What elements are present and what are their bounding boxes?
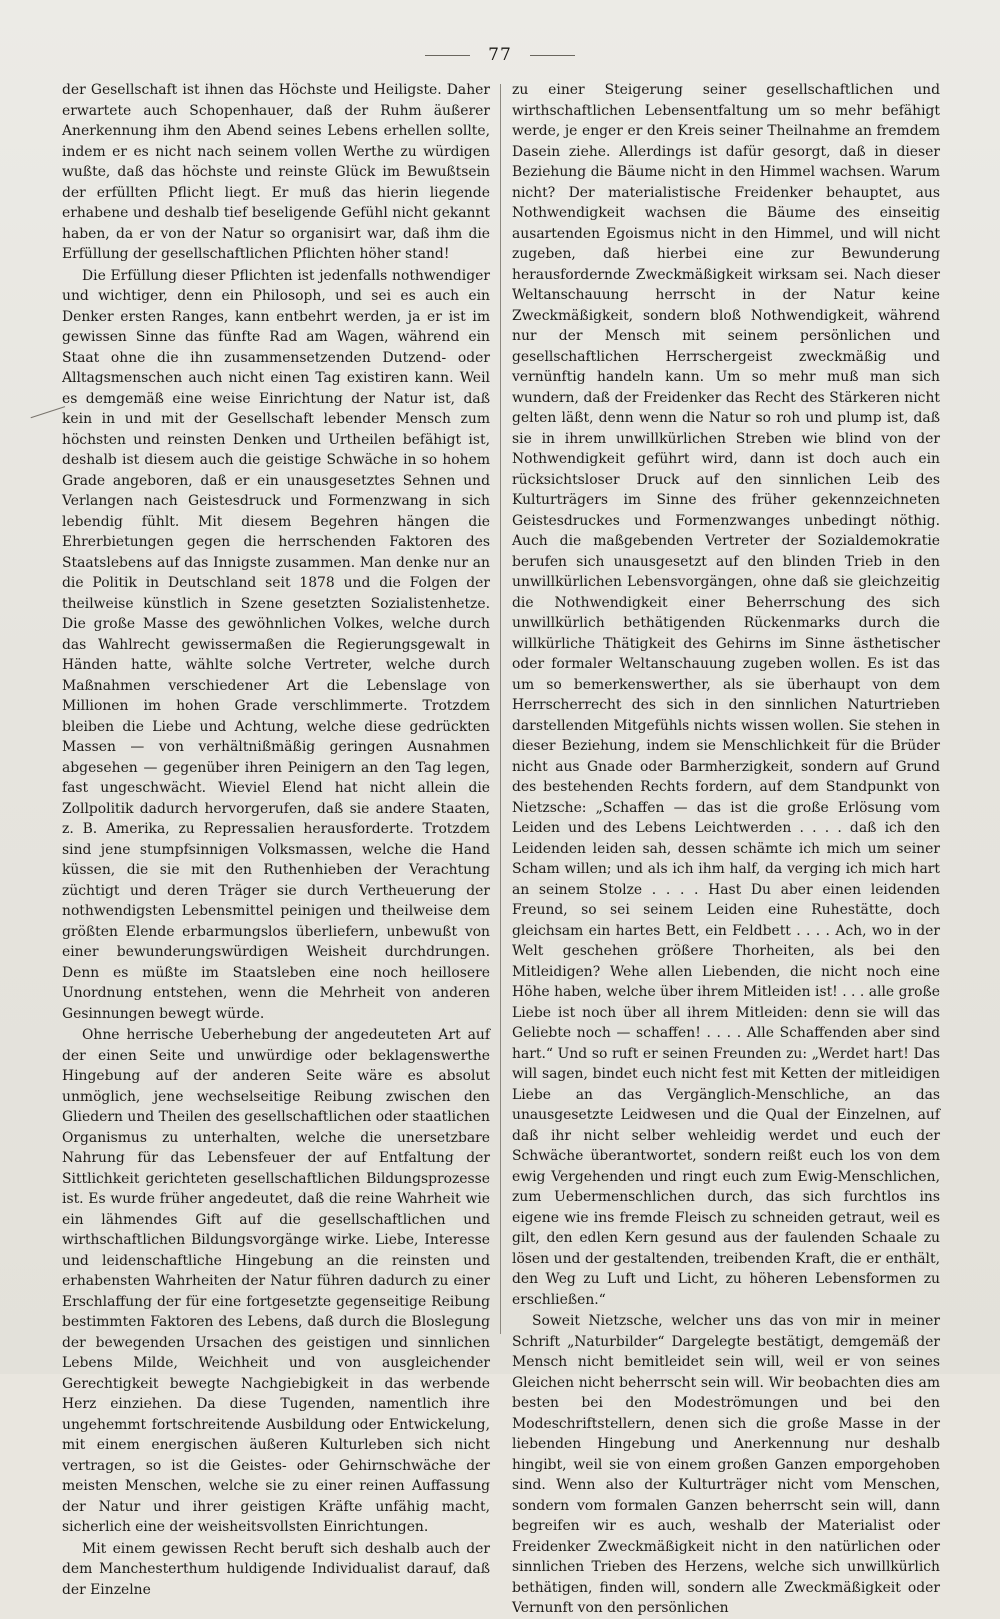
right-column: [512, 80, 940, 1616]
page-header: [0, 40, 1000, 70]
column-divider: [500, 84, 501, 1334]
header-rule-right: [530, 55, 575, 56]
left-paragraph: Ohne herrische Ueberhebung der angedeuteten Art auf der einen Seite und unwürdige oder beklagenswerthe Hingebung auf der anderen Seite wäre es absolut unmöglich, jene wechselseitige Reibung zwischen den Gliedern und Theilen des gesellschaftlichen oder staatlichen Organismus zu unterhalten, welche die unersetzbare Nahrung für das Lebensfeuer der auf Entfaltung der Sittlichkeit gerichteten gesellschaftlichen Bildungsprozesse ist. Es wurde früher angedeutet, daß die reine Wahrheit wie ein lähmendes Gift auf die gesellschaftlichen und wirthschaftlichen Bildungsvorgänge wirke. Liebe, Interesse und leidenschaftliche Hingebung an die reinsten und erhabensten Wahrheiten der Natur führen dadurch zu einer Erschlaffung der für eine fortgesetzte gegenseitige Reibung bestimmten Faktoren des Lebens, daß durch die Bloslegung der bewegenden Ursachen des geistigen und sinnlichen Lebens Milde, Weichheit und von ausgleichender Gerechtigkeit bewegte Nachgiebigkeit in das werbende Herz einziehen. Da diese Tugenden, namentlich ihre ungehemmt fortschreitende Ausbildung oder Entwickelung, mit einem energischen äußeren Kulturleben sich nicht vertragen, so ist die Geistes- oder Gehirnschwäche der meisten Menschen, welche sie zu einer reinen Auffassung der Natur und ihrer geistigen Kräfte unfähig macht, sicherlich eine der weisheitsvollsten Einrichtungen.: [62, 1027, 490, 1535]
left-column: [62, 80, 490, 1598]
left-paragraph: der Gesellschaft ist ihnen das Höchste und Heiligste. Daher erwartete auch Schopenhauer, daß der Ruhm äußerer Anerkennung ihm den Abend seines Lebens erhellen sollte, indem er es nicht nach seinem vollen Werthe zu würdigen wußte, daß das höchste und reinste Glück im Bewußtsein der erfüllten Pflicht liegt. Er muß das hierin liegende erhabene und deshalb tief beseligende Gefühl nicht gekannt haben, da er von der Natur so organisirt war, daß ihm die Erfüllung der gesellschaftlichen Pflichten höher stand!: [62, 82, 490, 262]
left-paragraph: Die Erfüllung dieser Pflichten ist jedenfalls nothwendiger und wichtiger, denn ein Philosoph, und sei es auch ein Denker ersten Ranges, kann entbehrt werden, ja er ist im gewissen Sinne das fünfte Rad am Wagen, während ein Staat ohne die ihn zusammensetzenden Dutzend- oder Alltagsmenschen auch nicht einen Tag existiren kann. Weil es demgemäß eine weise Einrichtung der Natur ist, daß kein in und mit der Gesellschaft lebender Mensch zum höchsten und reinsten Denken und Urtheilen befähigt ist, deshalb ist diesem auch die geistige Schwäche in so hohem Grade angeboren, daß er ein unausgesetztes Sehnen und Verlangen nach Geistesdruck und Formenzwang in sich lebendig fühlt. Mit diesem Begehren hängen die Ehrerbietungen gegen die herrschenden Faktoren des Staatslebens auf das Innigste zusammen. Man denke nur an die Politik in Deutschland seit 1878 und die Folgen der theilweise künstlich in Szene gesetzten Sozialistenhetze. Die große Masse des gewöhnlichen Volkes, welche durch das Wahlrecht gewissermaßen die Regierungsgewalt in Händen hatte, wählte solche Vertreter, welche durch Maßnahmen verschiedener Art die Lebenslage von Millionen im hohen Grade verschlimmerte. Trotzdem bleiben die Liebe und Achtung, welche diese gedrückten Massen — von verhältnißmäßig geringen Ausnahmen abgesehen — gegenüber ihren Peinigern an den Tag legen, fast ungeschwächt. Wieviel Elend hat nicht allein die Zollpolitik dadurch hervorgerufen, daß sie andere Staaten, z. B. Amerika, zu Repressalien herausforderte. Trotzdem sind jene stumpfsinnigen Volksmassen, welche die Hand küssen, die sie mit den Ruthenhieben der Verachtung züchtigt und deren Träger sie durch Vertheuerung der nothwendigsten Lebensmittel peinigen und theilweise dem größten Elende erbarmungslos überliefern, unbewußt von einer bewunderungswürdigen Weisheit durchdrungen. Denn es müßte im Staatsleben eine noch heillosere Unordnung entstehen, wenn die Mehrheit von anderen Gesinnungen bewegt würde.: [62, 267, 490, 1022]
header-rule-left: [425, 55, 470, 56]
page-number: 77: [488, 45, 512, 65]
right-paragraph: Soweit Nietzsche, welcher uns das von mir in meiner Schrift „Naturbilder“ Dargelegte bestätigt, demgemäß der Mensch nicht bemitleidet sein will, weil er von seines Gleichen nicht beherrscht sein will. Wir beobachten dies am besten bei den Modeströmungen und bei den Modeschriftstellern, denen sich die große Masse in der liebenden Hingebung und Anerkennung nur deshalb hingibt, weil sie von einem großen Ganzen emporgehoben sind. Wenn also der Kulturträger nicht vom Menschen, sondern vom formalen Ganzen beherrscht sein will, dann begreifen wir es auch, weshalb der Materialist oder Freidenker Zweckmäßigkeit nicht in den natürlichen oder sinnlichen Trieben des Herzens, welche sich unwillkürlich bethätigen, finden will, sondern alle Zweckmäßigkeit oder Vernunft von den persönlichen: [512, 1313, 940, 1616]
margin-pencil-mark: [27, 395, 65, 418]
right-paragraph: zu einer Steigerung seiner gesellschaftlichen und wirthschaftlichen Lebensentfaltung um so mehr befähigt werde, je enger er den Kreis seiner Theilnahme an fremdem Dasein ziehe. Allerdings ist dafür gesorgt, daß in dieser Beziehung die Bäume nicht in den Himmel wachsen. Warum nicht? Der materialistische Freidenker behauptet, aus Nothwendigkeit wachsen die Bäume des einseitig ausartenden Egoismus nicht in den Himmel, und will nicht zugeben, daß hierbei eine zur Bewunderung herausfordernde Zweckmäßigkeit wirksam sei. Nach dieser Weltanschauung herrscht in der Natur keine Zweckmäßigkeit, sondern bloß Nothwendigkeit, während nur der Mensch mit seinem persönlichen und gesellschaftlichen Herrschergeist zweckmäßig und vernünftig handeln kann. Um so mehr muß man sich wundern, daß der Freidenker das Recht des Stärkeren nicht gelten läßt, denn wenn die Natur so roh und plump ist, daß sie in ihrem unwillkürlichen Streben wie blind von der Nothwendigkeit geführt wird, dann ist doch auch ein rücksichtsloser Druck auf den sinnlichen Leib des Kulturträgers im Sinne des früher gekennzeichneten Geistesdruckes und Formenzwanges unbedingt nöthig. Auch die maßgebenden Vertreter der Sozialdemokratie berufen sich unausgesetzt auf den blinden Trieb in den unwillkürlichen Lebensvorgängen, ohne daß sie gleichzeitig die Nothwendigkeit einer Beherrschung des sich unwillkürlich bethätigenden Rückenmarks durch die willkürliche Thätigkeit des Gehirns im Sinne ästhetischer oder formaler Weltanschauung zugeben wollen. Es ist das um so bemerkenswerther, als sie überhaupt von dem Herrscherrecht des sich in den sinnlichen Naturtrieben darstellenden Mitgefühls nichts wissen wollen. Sie stehen in dieser Beziehung, indem sie Menschlichkeit für die Brüder nicht aus Gnade oder Barmherzigkeit, sondern auf Grund des bestehenden Rechts fordern, auf dem Standpunkt von Nietzsche: „Schaffen — das ist die große Erlösung vom Leiden und des Lebens Leichtwerden . . . . daß ich den Leidenden leiden sah, dessen schämte ich mich um seiner Scham willen; und als ich ihm half, da verging ich mich hart an seinem Stolze . . . . Hast Du aber einen leidenden Freund, so sei seinem Leiden eine Ruhestätte, doch gleichsam ein hartes Bett, ein Feldbett . . . . Ach, wo in der Welt geschehen größere Thorheiten, als bei den Mitleidigen? Wehe allen Liebenden, die nicht noch eine Höhe haben, welche über ihrem Mitleiden ist! . . . alle große Liebe ist noch über all ihrem Mitleiden: denn sie will das Geliebte noch — schaffen! . . . . Alle Schaffenden aber sind hart.“ Und so ruft er seinen Freunden zu: „Werdet hart! Das will sagen, bindet euch nicht fest mit Ketten der mitleidigen Liebe an das Vergänglich-Menschliche, an das unausgesetzte Leidwesen und die Qual der Einzelnen, auf daß ihr nicht selber wehleidig werdet und euch der Schwäche überantwortet, sondern reißt euch los von dem ewig Vergehenden und ringt euch zum Ewig-Menschlichen, zum Uebermenschlichen durch, das sich furchtlos ins eigene wie ins fremde Fleisch zu schneiden getraut, weil es gilt, den edlen Kern gesund aus der faulenden Schaale zu lösen und der gestaltenden, treibenden Kraft, die er enthält, den Weg zu Luft und Licht, zu höheren Lebensformen zu erschließen.“: [512, 82, 940, 1308]
left-paragraph: Mit einem gewissen Recht beruft sich deshalb auch der dem Manchesterthum huldigende Individualist darauf, daß der Einzelne: [62, 1540, 490, 1598]
